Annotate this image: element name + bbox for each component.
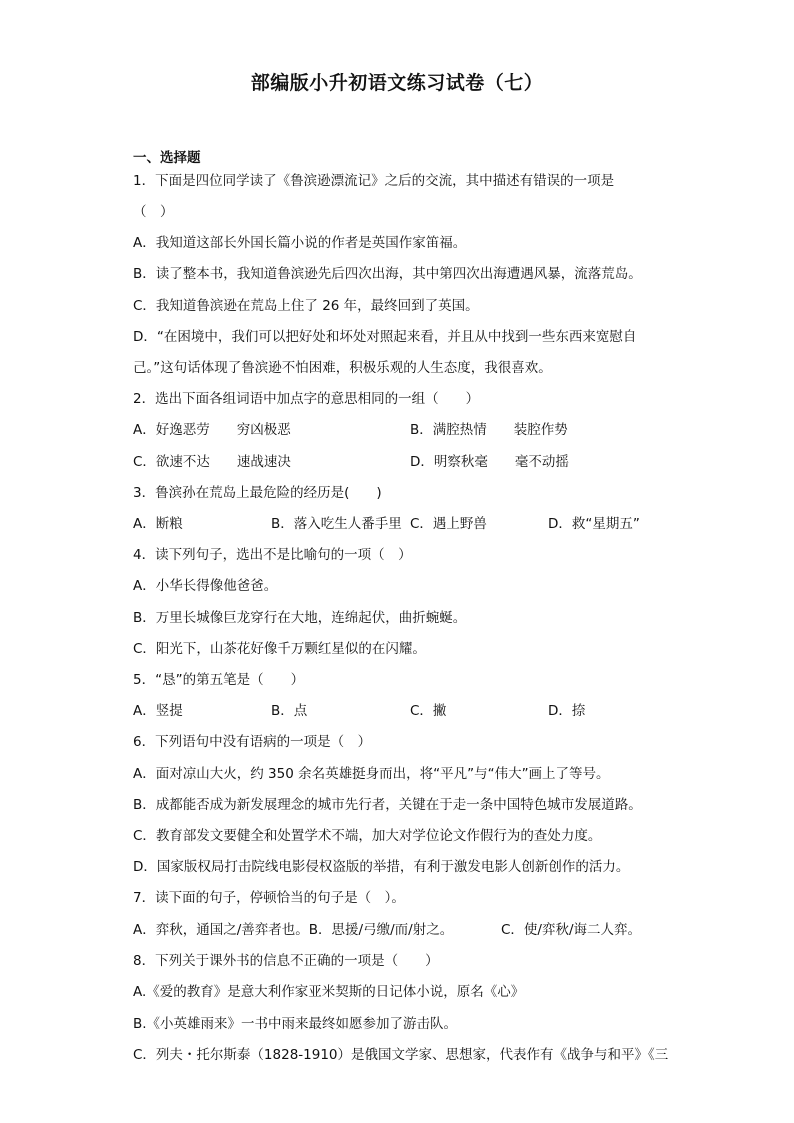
question-2-stem: 2．选出下面各组词语中加点字的意思相同的一组（ ） [133,391,480,407]
question-5-options [133,702,663,720]
question-4-option-b: B．万里长城像巨龙穿行在大地，连绵起伏，曲折蜿蜒。 [133,610,467,626]
page-title: 部编版小升初语文练习试卷（七） [250,72,544,94]
question-6-option-d: D．国家版权局打击院线电影侵权盗版的举措，有利于激发电影人创新创作的活力。 [133,859,630,875]
question-7-stem: 7．读下面的句子，停顿恰当的句子是（ ）。 [133,890,405,906]
question-4-option-a: A．小华长得像他爸爸。 [133,578,278,594]
question-6-option-a: A．面对凉山大火，约 350 余名英雄挺身而出，将“平凡”与“伟大”画上了等号。 [133,766,610,782]
question-5-option-a: A．竖提 [133,703,183,719]
question-2-option-d: D．明察秋毫 毫不动摇 [410,454,569,470]
question-3-option-b: B．落入吃生人番手里 [271,516,402,532]
question-1-option-d-line1: D．“在困境中，我们可以把好处和坏处对照起来看，并且从中找到一些东西来宽慰自 [133,329,637,345]
question-8-stem: 8．下列关于课外书的信息不正确的一项是（ ） [133,953,439,969]
question-6-option-c: C．教育部发文要健全和处置学术不端，加大对学位论文作假行为的查处力度。 [133,828,602,844]
question-2-option-c: C．欲速不达 速战速决 [133,454,291,470]
question-1-stem: 1．下面是四位同学读了《鲁滨逊漂流记》之后的交流，其中描述有错误的一项是 [133,173,615,189]
section-heading: 一、选择题 [133,150,201,166]
question-3-option-d: D．救“星期五” [548,516,640,532]
question-7-option-a-b: A．弈秋，通国之/善弈者也。B．思援/弓缴/而/射之。 [133,922,454,938]
question-8-option-a: A.《爱的教育》是意大利作家亚米契斯的日记体小说，原名《心》 [133,984,525,1000]
question-3-options [133,515,663,533]
question-2-option-a: A．好逸恶劳 穷凶极恶 [133,422,291,438]
question-2-options-row2 [133,453,663,471]
question-5-option-d: D．捺 [548,703,586,719]
question-2-options-row1 [133,421,663,439]
question-4-stem: 4．读下列句子，选出不是比喻句的一项（ ） [133,547,412,563]
question-6-option-b: B．成都能否成为新发展理念的城市先行者，关键在于走一条中国特色城市发展道路。 [133,797,642,813]
question-8-option-b: B.《小英雄雨来》一书中雨来最终如愿参加了游击队。 [133,1016,458,1032]
question-5-option-c: C．撇 [410,703,447,719]
question-4-option-c: C．阳光下，山茶花好像千万颗红星似的在闪耀。 [133,641,426,657]
question-1-answer-blank: （ ） [133,204,174,220]
question-8-option-c: C．列夫・托尔斯泰（1828-1910）是俄国文学家、思想家，代表作有《战争与和平》《三 [133,1047,669,1063]
question-3-stem: 3．鲁滨孙在荒岛上最危险的经历是( ) [133,485,382,501]
question-3-option-a: A．断粮 [133,516,183,532]
question-7-option-c: C．使/弈秋/诲二人弈。 [501,922,642,938]
question-1-option-c: C．我知道鲁滨逊在荒岛上住了 26 年，最终回到了英国。 [133,298,479,314]
question-5-option-b: B．点 [271,703,308,719]
question-7-options [133,921,663,939]
question-5-stem: 5．“恳”的第五笔是（ ） [133,672,305,688]
question-1-option-d-line2: 己。”这句话体现了鲁滨逊不怕困难，积极乐观的人生态度，我很喜欢。 [133,360,552,376]
question-2-option-b: B．满腔热情 装腔作势 [410,422,568,438]
question-3-option-c: C．遇上野兽 [410,516,487,532]
question-1-option-a: A．我知道这部长外国长篇小说的作者是英国作家笛福。 [133,235,467,251]
question-6-stem: 6．下列语句中没有语病的一项是（ ） [133,734,372,750]
question-1-option-b: B．读了整本书，我知道鲁滨逊先后四次出海，其中第四次出海遭遇风暴，流落荒岛。 [133,266,642,282]
